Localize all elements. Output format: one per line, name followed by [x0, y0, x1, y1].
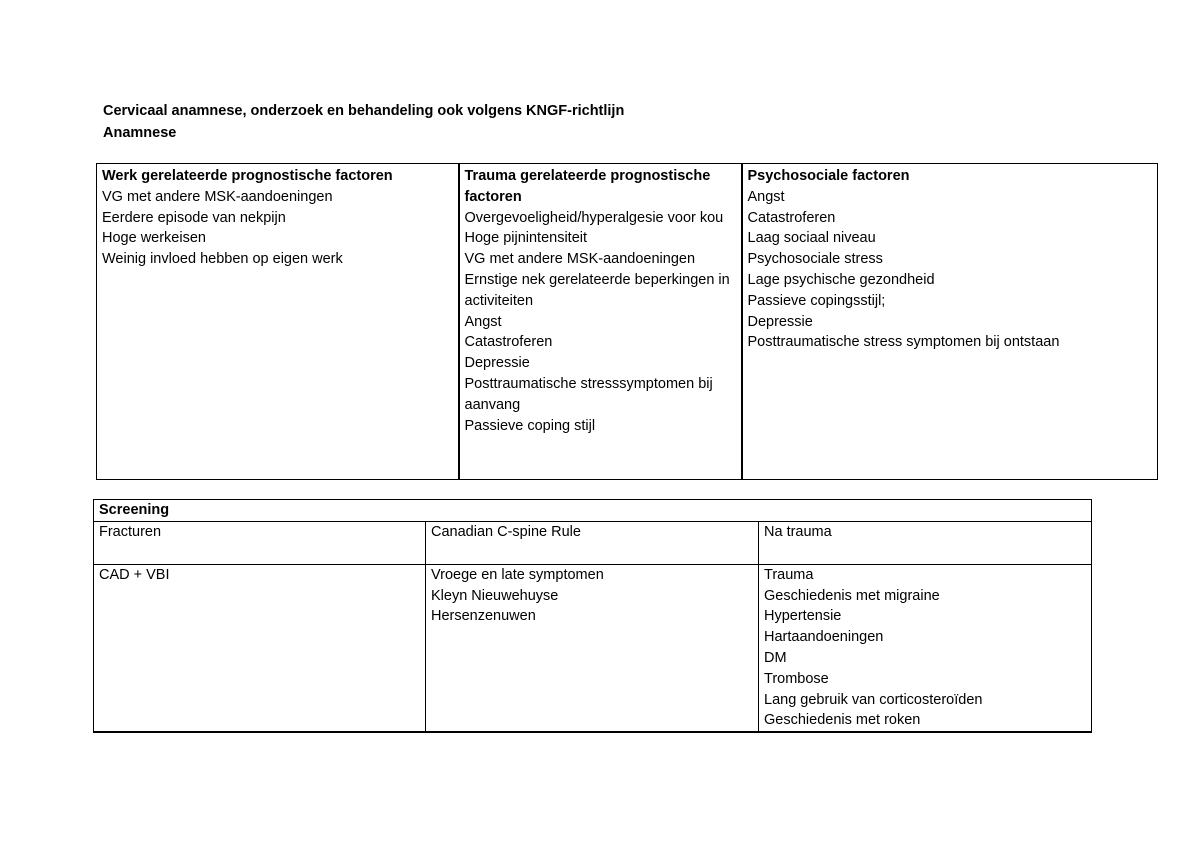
list-item: Psychosociale stress	[747, 251, 883, 268]
column-header: Canadian C-spine Rule	[426, 521, 759, 564]
list-item: Passieve coping stijl	[464, 417, 596, 434]
list-item: Passieve copingsstijl;	[747, 292, 886, 309]
list-item: VG met andere MSK-aandoeningen	[102, 188, 333, 205]
list-item: Catastroferen	[747, 209, 836, 226]
column-header: Fracturen	[94, 521, 426, 564]
list-item: Depressie	[747, 313, 813, 330]
list-item: Eerdere episode van nekpijn	[102, 209, 286, 226]
list-item: Angst	[747, 188, 785, 205]
psychosocial-factors-cell	[742, 164, 1158, 480]
screening-table	[93, 499, 1092, 733]
list-item: Hersenzenuwen	[431, 608, 536, 625]
list-item: VG met andere MSK-aandoeningen	[464, 251, 696, 268]
list-item: Lang gebruik van corticosteroïden	[764, 691, 983, 708]
list-item: Ernstige nek gerelateerde beperkingen in activiteiten	[464, 271, 730, 309]
list-item: Posttraumatische stresssymptomen bij aanvang	[464, 375, 713, 413]
list-item: Kleyn Nieuwehuyse	[431, 587, 559, 604]
list-item: Hartaandoeningen	[764, 629, 884, 646]
list-item: Trombose	[764, 670, 829, 687]
list-item: Posttraumatische stress symptomen bij ontstaan	[747, 334, 1060, 351]
list-item: Vroege en late symptomen	[431, 566, 604, 583]
list-item: Hoge werkeisen	[102, 230, 206, 247]
screening-cell	[426, 564, 759, 732]
list-item: Lage psychische gezondheid	[747, 271, 935, 288]
work-factors-header: Werk gerelateerde prognostische factoren	[102, 168, 393, 184]
trauma-factors-cell	[459, 164, 742, 480]
screening-cell	[94, 564, 426, 732]
table-row	[94, 564, 1092, 732]
list-item: Geschiedenis met roken	[764, 712, 921, 729]
column-header: Na trauma	[759, 521, 1092, 564]
table-row	[97, 164, 1158, 480]
prognostic-factors-table	[96, 163, 1158, 480]
list-item: Catastroferen	[464, 334, 553, 351]
list-item: Laag sociaal niveau	[747, 230, 876, 247]
work-factors-cell	[97, 164, 459, 480]
list-item: DM	[764, 649, 787, 666]
list-item: Hypertensie	[764, 608, 842, 625]
list-item: CAD + VBI	[99, 566, 170, 583]
page-title: Cervicaal anamnese, onderzoek en behandeling ook volgens KNGF-richtlijn	[103, 103, 625, 119]
list-item: Overgevoeligheid/hyperalgesie voor kou	[464, 209, 724, 226]
psychosocial-factors-header: Psychosociale factoren	[747, 168, 910, 184]
screening-title: Screening	[94, 500, 1092, 522]
list-item: Weinig invloed hebben op eigen werk	[102, 251, 343, 268]
screening-cell	[759, 564, 1092, 732]
list-item: Hoge pijnintensiteit	[464, 230, 588, 247]
section-title: Anamnese	[103, 125, 177, 141]
trauma-factors-header: Trauma gerelateerde prognostische factoren	[464, 168, 711, 205]
list-item: Depressie	[464, 355, 530, 372]
table-row	[94, 500, 1092, 522]
list-item: Angst	[464, 313, 502, 330]
list-item: Geschiedenis met migraine	[764, 587, 940, 604]
table-row	[94, 521, 1092, 564]
list-item: Trauma	[764, 566, 814, 583]
